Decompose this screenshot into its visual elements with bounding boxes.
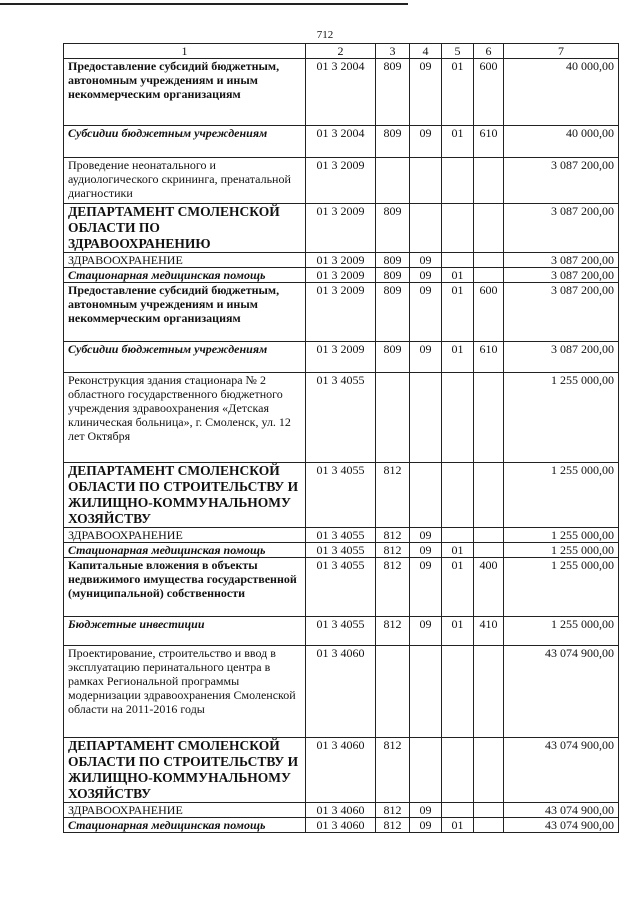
- table-row: [64, 283, 619, 342]
- amount-cell: 40 000,00: [504, 126, 619, 158]
- target-code-cell: 01 3 2004: [306, 59, 376, 126]
- amount-cell: 3 087 200,00: [504, 204, 619, 253]
- header-row: [64, 44, 619, 59]
- expense-type-cell: [474, 543, 504, 558]
- section-code-cell: 09: [410, 59, 442, 126]
- column-header: 4: [410, 44, 442, 59]
- row-name-cell: Стационарная медицинская помощь: [64, 818, 306, 833]
- row-name-cell: ДЕПАРТАМЕНТ СМОЛЕНСКОЙ ОБЛАСТИ ПО СТРОИТЕЛЬСТВУ И ЖИЛИЩНО-КОММУНАЛЬНОМУ ХОЗЯЙСТВУ: [64, 738, 306, 803]
- target-code-cell: 01 3 4055: [306, 543, 376, 558]
- target-code-cell: 01 3 2009: [306, 158, 376, 204]
- table-row: [64, 158, 619, 204]
- department-code-cell: [376, 646, 410, 738]
- department-code-cell: 809: [376, 268, 410, 283]
- subsection-code-cell: [442, 253, 474, 268]
- column-header: 7: [504, 44, 619, 59]
- department-code-cell: 809: [376, 126, 410, 158]
- target-code-cell: 01 3 2009: [306, 342, 376, 373]
- row-name-cell: ЗДРАВООХРАНЕНИЕ: [64, 803, 306, 818]
- row-name-cell: Бюджетные инвестиции: [64, 617, 306, 646]
- subsection-code-cell: 01: [442, 342, 474, 373]
- row-name-cell: ЗДРАВООХРАНЕНИЕ: [64, 528, 306, 543]
- section-code-cell: 09: [410, 126, 442, 158]
- department-code-cell: 809: [376, 283, 410, 342]
- subsection-code-cell: 01: [442, 558, 474, 617]
- target-code-cell: 01 3 4055: [306, 528, 376, 543]
- table-row: [64, 253, 619, 268]
- department-code-cell: [376, 373, 410, 463]
- subsection-code-cell: 01: [442, 617, 474, 646]
- table-row: [64, 617, 619, 646]
- amount-cell: 1 255 000,00: [504, 558, 619, 617]
- amount-cell: 1 255 000,00: [504, 528, 619, 543]
- row-name-cell: Стационарная медицинская помощь: [64, 543, 306, 558]
- expense-type-cell: [474, 463, 504, 528]
- table-row: [64, 646, 619, 738]
- subsection-code-cell: [442, 528, 474, 543]
- column-header: 6: [474, 44, 504, 59]
- expense-type-cell: 610: [474, 342, 504, 373]
- table-row: [64, 463, 619, 528]
- target-code-cell: 01 3 2009: [306, 253, 376, 268]
- section-code-cell: 09: [410, 528, 442, 543]
- department-code-cell: [376, 158, 410, 204]
- row-name-cell: ДЕПАРТАМЕНТ СМОЛЕНСКОЙ ОБЛАСТИ ПО ЗДРАВООХРАНЕНИЮ: [64, 204, 306, 253]
- row-name-cell: Стационарная медицинская помощь: [64, 268, 306, 283]
- subsection-code-cell: [442, 738, 474, 803]
- subsection-code-cell: [442, 463, 474, 528]
- section-code-cell: 09: [410, 818, 442, 833]
- column-header: 5: [442, 44, 474, 59]
- amount-cell: 3 087 200,00: [504, 253, 619, 268]
- top-rule: [0, 3, 408, 5]
- subsection-code-cell: 01: [442, 126, 474, 158]
- page-number: 712: [316, 29, 334, 41]
- department-code-cell: 812: [376, 617, 410, 646]
- department-code-cell: 812: [376, 818, 410, 833]
- subsection-code-cell: [442, 373, 474, 463]
- row-name-cell: Субсидии бюджетным учреждениям: [64, 126, 306, 158]
- section-code-cell: 09: [410, 283, 442, 342]
- section-code-cell: [410, 373, 442, 463]
- target-code-cell: 01 3 4055: [306, 463, 376, 528]
- row-name-cell: Реконструкция здания стационара № 2 областного государственного бюджетного учреждения здравоохранения «Детская клиническая больница», г. Смоленск, ул. 12 лет Октября: [64, 373, 306, 463]
- table-row: [64, 803, 619, 818]
- column-header: 3: [376, 44, 410, 59]
- section-code-cell: 09: [410, 342, 442, 373]
- department-code-cell: 809: [376, 59, 410, 126]
- section-code-cell: 09: [410, 253, 442, 268]
- expense-type-cell: [474, 253, 504, 268]
- target-code-cell: 01 3 4055: [306, 373, 376, 463]
- target-code-cell: 01 3 4060: [306, 646, 376, 738]
- department-code-cell: 812: [376, 738, 410, 803]
- expense-type-cell: [474, 803, 504, 818]
- amount-cell: 43 074 900,00: [504, 646, 619, 738]
- department-code-cell: 812: [376, 558, 410, 617]
- expense-type-cell: 600: [474, 59, 504, 126]
- expense-type-cell: 410: [474, 617, 504, 646]
- amount-cell: 43 074 900,00: [504, 738, 619, 803]
- expense-type-cell: [474, 646, 504, 738]
- budget-table: [63, 43, 619, 833]
- table-row: [64, 59, 619, 126]
- column-header: 1: [64, 44, 306, 59]
- expense-type-cell: [474, 373, 504, 463]
- subsection-code-cell: 01: [442, 283, 474, 342]
- subsection-code-cell: [442, 803, 474, 818]
- amount-cell: 43 074 900,00: [504, 818, 619, 833]
- expense-type-cell: [474, 738, 504, 803]
- table-row: [64, 373, 619, 463]
- department-code-cell: 812: [376, 803, 410, 818]
- subsection-code-cell: [442, 646, 474, 738]
- target-code-cell: 01 3 2009: [306, 204, 376, 253]
- target-code-cell: 01 3 2009: [306, 283, 376, 342]
- department-code-cell: 812: [376, 543, 410, 558]
- expense-type-cell: [474, 158, 504, 204]
- table-row: [64, 738, 619, 803]
- table-row: [64, 342, 619, 373]
- amount-cell: 3 087 200,00: [504, 342, 619, 373]
- subsection-code-cell: [442, 158, 474, 204]
- target-code-cell: 01 3 4055: [306, 558, 376, 617]
- section-code-cell: 09: [410, 803, 442, 818]
- section-code-cell: [410, 158, 442, 204]
- expense-type-cell: 610: [474, 126, 504, 158]
- row-name-cell: Капитальные вложения в объекты недвижимого имущества государственной (муниципальной) собственности: [64, 558, 306, 617]
- department-code-cell: 809: [376, 253, 410, 268]
- row-name-cell: Предоставление субсидий бюджетным, автономным учреждениям и иным некоммерческим организациям: [64, 283, 306, 342]
- expense-type-cell: [474, 528, 504, 543]
- expense-type-cell: 600: [474, 283, 504, 342]
- expense-type-cell: [474, 818, 504, 833]
- section-code-cell: [410, 463, 442, 528]
- subsection-code-cell: [442, 204, 474, 253]
- row-name-cell: Проведение неонатального и аудиологического скрининга, пренатальной диагностики: [64, 158, 306, 204]
- subsection-code-cell: 01: [442, 59, 474, 126]
- expense-type-cell: [474, 268, 504, 283]
- row-name-cell: ДЕПАРТАМЕНТ СМОЛЕНСКОЙ ОБЛАСТИ ПО СТРОИТЕЛЬСТВУ И ЖИЛИЩНО-КОММУНАЛЬНОМУ ХОЗЯЙСТВУ: [64, 463, 306, 528]
- expense-type-cell: 400: [474, 558, 504, 617]
- amount-cell: 1 255 000,00: [504, 617, 619, 646]
- table-row: [64, 204, 619, 253]
- subsection-code-cell: 01: [442, 543, 474, 558]
- target-code-cell: 01 3 4060: [306, 738, 376, 803]
- department-code-cell: 809: [376, 342, 410, 373]
- subsection-code-cell: 01: [442, 268, 474, 283]
- section-code-cell: [410, 204, 442, 253]
- amount-cell: 3 087 200,00: [504, 158, 619, 204]
- table-row: [64, 268, 619, 283]
- table-row: [64, 558, 619, 617]
- section-code-cell: [410, 738, 442, 803]
- row-name-cell: Предоставление субсидий бюджетным, автономным учреждениям и иным некоммерческим организациям: [64, 59, 306, 126]
- row-name-cell: ЗДРАВООХРАНЕНИЕ: [64, 253, 306, 268]
- amount-cell: 3 087 200,00: [504, 268, 619, 283]
- section-code-cell: [410, 646, 442, 738]
- row-name-cell: Субсидии бюджетным учреждениям: [64, 342, 306, 373]
- target-code-cell: 01 3 2004: [306, 126, 376, 158]
- section-code-cell: 09: [410, 268, 442, 283]
- subsection-code-cell: 01: [442, 818, 474, 833]
- table-row: [64, 818, 619, 833]
- expense-type-cell: [474, 204, 504, 253]
- table-row: [64, 126, 619, 158]
- table-row: [64, 528, 619, 543]
- target-code-cell: 01 3 4060: [306, 803, 376, 818]
- department-code-cell: 809: [376, 204, 410, 253]
- amount-cell: 3 087 200,00: [504, 283, 619, 342]
- amount-cell: 40 000,00: [504, 59, 619, 126]
- department-code-cell: 812: [376, 528, 410, 543]
- section-code-cell: 09: [410, 617, 442, 646]
- row-name-cell: Проектирование, строительство и ввод в эксплуатацию перинатального центра в рамках Региональной программы модернизации здравоохранения Смоленской области на 2011-2016 годы: [64, 646, 306, 738]
- table-row: [64, 543, 619, 558]
- target-code-cell: 01 3 4055: [306, 617, 376, 646]
- section-code-cell: 09: [410, 543, 442, 558]
- amount-cell: 1 255 000,00: [504, 543, 619, 558]
- target-code-cell: 01 3 4060: [306, 818, 376, 833]
- department-code-cell: 812: [376, 463, 410, 528]
- column-header: 2: [306, 44, 376, 59]
- section-code-cell: 09: [410, 558, 442, 617]
- table-body: [64, 59, 619, 833]
- amount-cell: 1 255 000,00: [504, 373, 619, 463]
- target-code-cell: 01 3 2009: [306, 268, 376, 283]
- amount-cell: 1 255 000,00: [504, 463, 619, 528]
- amount-cell: 43 074 900,00: [504, 803, 619, 818]
